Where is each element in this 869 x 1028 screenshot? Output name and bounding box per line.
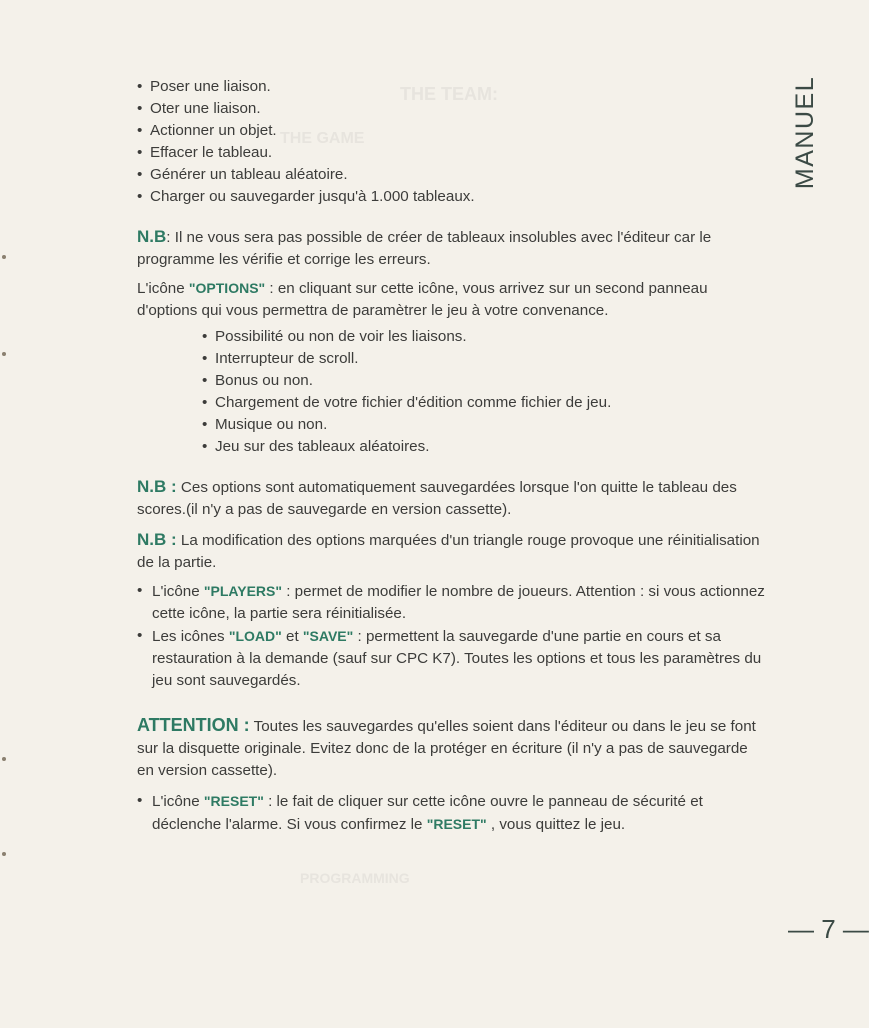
- list-item: • Possibilité ou non de voir les liaisons.: [202, 326, 767, 348]
- binding-hole: [2, 852, 6, 856]
- list-item: • Chargement de votre fichier d'édition comme fichier de jeu.: [202, 392, 767, 414]
- nb-label: N.B: [137, 227, 167, 246]
- show-through-3: PROGRAMMING: [300, 870, 410, 886]
- side-title: [776, 72, 836, 192]
- list-item: • Générer un tableau aléatoire.: [137, 164, 767, 186]
- reset-keyword-2: "RESET": [426, 816, 487, 832]
- load-save-item: [137, 625, 767, 692]
- attention-text: Toutes les sauvegardes qu'elles soient dans l'éditeur ou dans le jeu se font sur la disquette originale. Evitez donc de la protéger en écriture (il n'y a pas de sauvegarde en version cassette).: [137, 718, 756, 779]
- attention-label: ATTENTION :: [137, 715, 250, 735]
- list-item: • Bonus ou non.: [202, 370, 767, 392]
- list-item: • Poser une liaison.: [137, 76, 767, 98]
- text: et: [286, 628, 299, 645]
- attention-paragraph: [137, 714, 767, 782]
- reset-keyword: "RESET": [203, 793, 264, 809]
- binding-hole: [2, 255, 6, 259]
- note-red-triangle: [137, 529, 767, 574]
- list-item: • Actionner un objet.: [137, 120, 767, 142]
- list-item: • Oter une liaison.: [137, 98, 767, 120]
- text: L'icône: [152, 793, 200, 810]
- list-item: • Interrupteur de scroll.: [202, 348, 767, 370]
- list-item: • Jeu sur des tableaux aléatoires.: [202, 436, 767, 458]
- nb-label: N.B :: [137, 477, 177, 496]
- manual-content: [137, 76, 767, 836]
- side-title-text: MANUEL: [791, 75, 820, 189]
- list-item: • Musique ou non.: [202, 414, 767, 436]
- note-text: La modification des options marquées d'un triangle rouge provoque une réinitialisation de la partie.: [137, 532, 760, 571]
- text: L'icône: [152, 583, 200, 600]
- text: , vous quittez le jeu.: [486, 816, 626, 833]
- binding-hole: [2, 757, 6, 761]
- page-number: — 7 —: [788, 914, 869, 944]
- save-keyword: "SAVE": [302, 628, 354, 644]
- list-item: • Effacer le tableau.: [137, 142, 767, 164]
- text: L'icône: [137, 280, 185, 297]
- text: : permettent la sauvegarde d'une partie en cours et sa restauration à la demande (sauf sur CPC K7). Toutes les options et tous les paramètres du jeu sont sauvegardés.: [152, 628, 762, 689]
- text: Les icônes: [152, 628, 225, 645]
- binding-hole: [2, 352, 6, 356]
- text: : en cliquant sur cette icône, vous arrivez sur un second panneau d'options qui vous permettra de paramètrer le jeu à votre convenance.: [137, 280, 708, 319]
- options-keyword: "OPTIONS": [188, 280, 266, 296]
- nb-label: N.B :: [137, 530, 177, 549]
- note-text: Ces options sont automatiquement sauvegardées lorsque l'on quitte le tableau des scores.(il n'y a pas de sauvegarde en version cassette).: [137, 479, 737, 518]
- list-item: • Charger ou sauvegarder jusqu'à 1.000 tableaux.: [137, 186, 767, 208]
- players-keyword: "PLAYERS": [203, 583, 283, 599]
- note-text: : Il ne vous sera pas possible de créer de tableaux insolubles avec l'éditeur car le programme les vérifie et corrige les erreurs.: [137, 229, 712, 268]
- reset-item: [137, 790, 767, 836]
- icon-list: [137, 580, 767, 692]
- text: : le fait de cliquer sur cette icône ouvre le panneau de sécurité et déclenche l'alarme. Si vous confirmez le: [152, 793, 703, 833]
- options-paragraph: [137, 277, 767, 322]
- show-through-2: THE GAME: [280, 130, 365, 147]
- players-item: [137, 580, 767, 625]
- reset-list: [137, 790, 767, 836]
- text: : permet de modifier le nombre de joueurs. Attention : si vous actionnez cette icône, la partie sera réinitialisée.: [152, 583, 765, 622]
- load-keyword: "LOAD": [228, 628, 282, 644]
- show-through-1: THE TEAM:: [400, 84, 498, 104]
- note-options-saved: [137, 476, 767, 521]
- options-list: [202, 326, 767, 458]
- note-editor: [137, 226, 767, 271]
- editor-features-list: [137, 76, 767, 208]
